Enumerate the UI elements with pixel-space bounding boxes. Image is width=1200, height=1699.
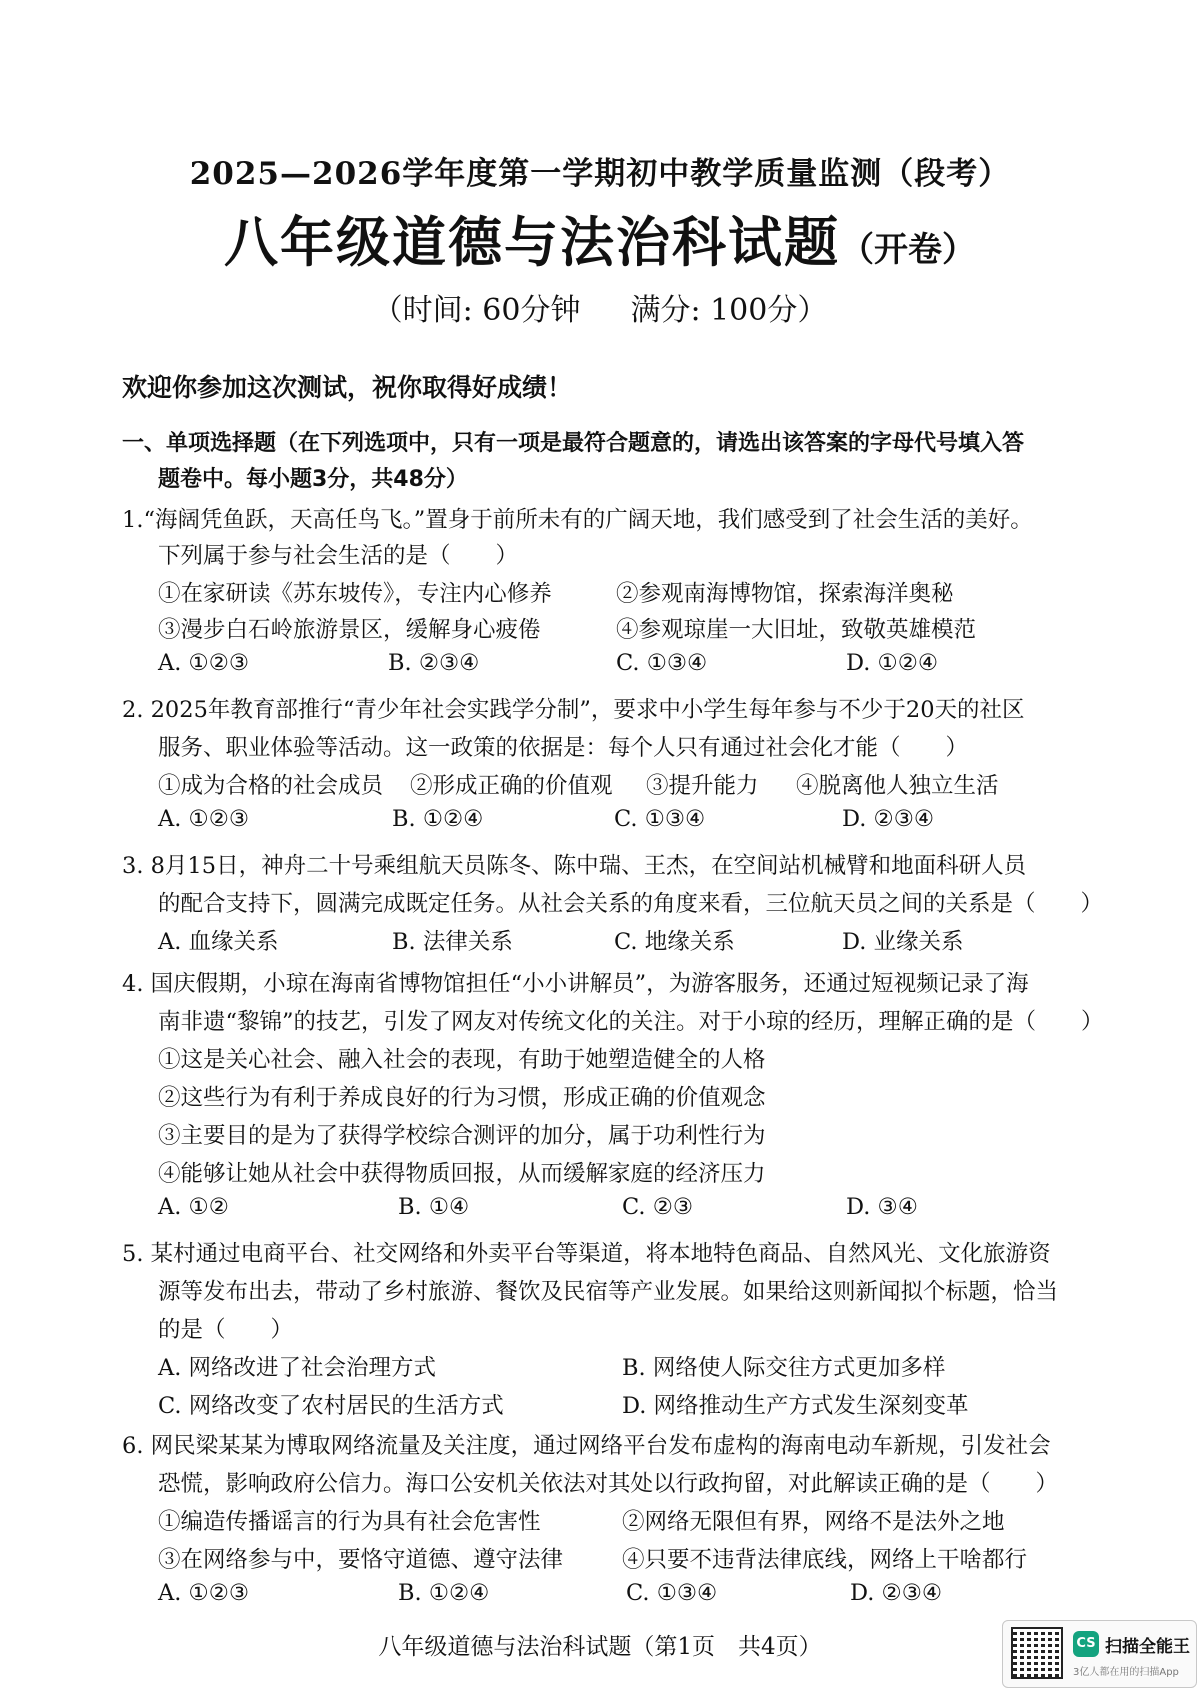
question-6-stem-cont: 恐慌，影响政府公信力。海口公安机关依法对其处以行政拘留，对此解读正确的是（ ） (158, 1471, 1059, 1497)
q5-option-c: C. 网络改变了农村居民的生活方式 (158, 1393, 504, 1419)
q4-statement-2: ②这些行为有利于养成良好的行为习惯，形成正确的价值观念 (158, 1085, 766, 1111)
exam-title-suffix: （开卷） (840, 230, 976, 270)
exam-time-score (0, 285, 1200, 329)
q6-option-d: D. ②③④ (850, 1580, 943, 1606)
q1-option-d: D. ①②④ (846, 650, 939, 676)
q2-option-a: A. ①②③ (158, 806, 250, 832)
section-heading-cont: 题卷中。每小题3分，共48分） (158, 467, 468, 492)
exam-time: （时间: 60分钟 (372, 293, 581, 328)
page-footer: 八年级道德与法治科试题（第1页 共4页） (378, 1634, 822, 1660)
q3-option-b: B. 法律关系 (392, 929, 513, 955)
question-5-stem-cont: 源等发布出去，带动了乡村旅游、餐饮及民宿等产业发展。如果给这则新闻拟个标题，恰当 (158, 1279, 1059, 1305)
question-6-stem: 6. 网民梁某某为博取网络流量及关注度，通过网络平台发布虚构的海南电动车新规，引发社会 (122, 1433, 1051, 1459)
exam-title (0, 200, 1200, 277)
exam-title-main: 八年级道德与法治科试题 (224, 210, 840, 274)
q6-option-a: A. ①②③ (158, 1580, 250, 1606)
scanner-brand: 扫描全能王 (1105, 1637, 1190, 1657)
q6-statement-1: ①编造传播谣言的行为具有社会危害性 (158, 1509, 541, 1535)
q6-statement-2: ②网络无限但有界，网络不是法外之地 (622, 1509, 1005, 1535)
q3-option-c: C. 地缘关系 (614, 929, 735, 955)
q2-option-d: D. ②③④ (842, 806, 935, 832)
question-2-stem: 2. 2025年教育部推行“青少年社会实践学分制”，要求中小学生每年参与不少于20天的社区 (122, 697, 1025, 723)
question-1-stem: 1.“海阔凭鱼跃，天高任鸟飞。”置身于前所未有的广阔天地，我们感受到了社会生活的美好。 (122, 507, 1033, 533)
q6-option-b: B. ①②④ (398, 1580, 490, 1606)
q3-option-a: A. 血缘关系 (158, 929, 279, 955)
question-4-stem: 4. 国庆假期，小琼在海南省博物馆担任“小小讲解员”，为游客服务，还通过短视频记录了海 (122, 971, 1029, 997)
q2-option-b: B. ①②④ (392, 806, 484, 832)
exam-score: 满分: 100分） (630, 293, 828, 328)
q6-option-c: C. ①③④ (626, 1580, 718, 1606)
scanner-tagline: 3亿人都在用的扫描App (1073, 1667, 1179, 1678)
question-3-stem: 3. 8月15日，神舟二十号乘组航天员陈冬、陈中瑞、王杰，在空间站机械臂和地面科研人员 (122, 853, 1027, 879)
q2-option-c: C. ①③④ (614, 806, 706, 832)
q4-option-b: B. ①④ (398, 1194, 470, 1220)
scanner-watermark (1002, 1620, 1197, 1688)
q5-option-b: B. 网络使人际交往方式更加多样 (622, 1355, 946, 1381)
question-5-stem-end: 的是（ ） (158, 1317, 294, 1343)
q2-statement-4: ④脱离他人独立生活 (796, 773, 999, 799)
q1-option-c: C. ①③④ (616, 650, 708, 676)
q1-option-b: B. ②③④ (388, 650, 480, 676)
exam-subtitle: 2025—2026学年度第一学期初中教学质量监测（段考） (189, 156, 1011, 192)
question-1-stem-cont: 下列属于参与社会生活的是（ ） (158, 543, 519, 569)
question-5-stem: 5. 某村通过电商平台、社交网络和外卖平台等渠道，将本地特色商品、自然风光、文化旅游资 (122, 1241, 1051, 1267)
qr-code-icon (1011, 1627, 1063, 1679)
section-heading: 一、单项选择题（在下列选项中，只有一项是最符合题意的，请选出该答案的字母代号填入答 (122, 431, 1025, 456)
q4-option-d: D. ③④ (846, 1194, 918, 1220)
q5-option-d: D. 网络推动生产方式发生深刻变革 (622, 1393, 969, 1419)
question-3-stem-cont: 的配合支持下，圆满完成既定任务。从社会关系的角度来看，三位航天员之间的关系是（ ） (158, 891, 1104, 917)
q3-option-d: D. 业缘关系 (842, 929, 964, 955)
q5-option-a: A. 网络改进了社会治理方式 (158, 1355, 437, 1381)
q6-statement-4: ④只要不违背法律底线，网络上干啥都行 (622, 1547, 1028, 1573)
q2-statement-3: ③提升能力 (646, 773, 759, 799)
q4-statement-3: ③主要目的是为了获得学校综合测评的加分，属于功利性行为 (158, 1123, 766, 1149)
q1-statement-3: ③漫步白石岭旅游景区，缓解身心疲倦 (158, 617, 541, 643)
q4-statement-1: ①这是关心社会、融入社会的表现，有助于她塑造健全的人格 (158, 1047, 766, 1073)
q4-option-c: C. ②③ (622, 1194, 694, 1220)
question-2-stem-cont: 服务、职业体验等活动。这一政策的依据是：每个人只有通过社会化才能（ ） (158, 735, 969, 761)
q4-statement-4: ④能够让她从社会中获得物质回报，从而缓解家庭的经济压力 (158, 1161, 766, 1187)
q1-option-a: A. ①②③ (158, 650, 250, 676)
q6-statement-3: ③在网络参与中，要恪守道德、遵守法律 (158, 1547, 564, 1573)
q2-statement-2: ②形成正确的价值观 (410, 773, 613, 799)
q1-statement-2: ②参观南海博物馆，探索海洋奥秘 (616, 581, 954, 607)
q2-statement-1: ①成为合格的社会成员 (158, 773, 384, 799)
q1-statement-4: ④参观琼崖一大旧址，致敬英雄模范 (616, 617, 977, 643)
welcome-text: 欢迎你参加这次测试，祝你取得好成绩！ (122, 373, 573, 402)
q4-option-a: A. ①② (158, 1194, 229, 1220)
q1-statement-1: ①在家研读《苏东坡传》，专注内心修养 (158, 581, 552, 607)
question-4-stem-cont: 南非遗“黎锦”的技艺，引发了网友对传统文化的关注。对于小琼的经历，理解正确的是（ ） (158, 1009, 1104, 1035)
camscanner-logo-icon: CS (1073, 1631, 1099, 1657)
